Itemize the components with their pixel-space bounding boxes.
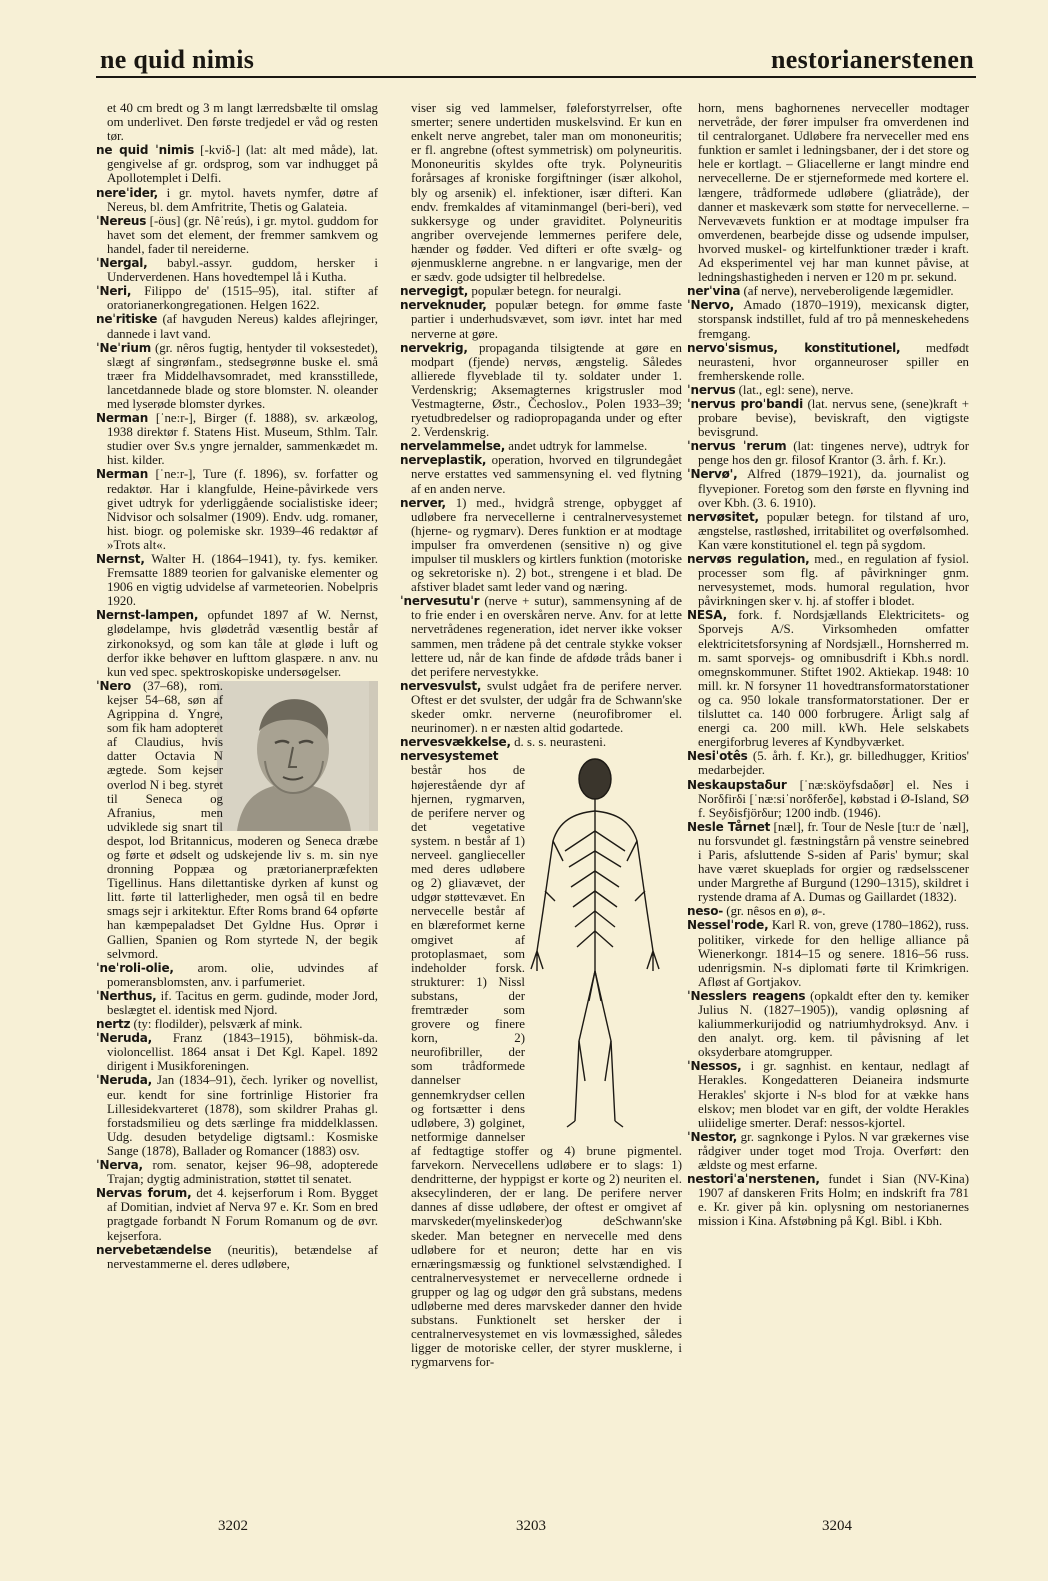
entry-text: (lat. nervus sene, (sene)kraft + probare bevise), beviskraft, den vigtigste bevisgrund. bbox=[698, 396, 969, 440]
entry-headword: nerveplastik, bbox=[400, 453, 487, 468]
dictionary-entry bbox=[400, 341, 682, 440]
dictionary-entry bbox=[96, 1073, 378, 1158]
entry-text: i gr. sagnhist. en kentaur, nedlagt af Herakles. Kongedatteren Deianeira indsmurte Herakles' skjorte i N-s blod for at vække hans elskov; men blodet var en gift, der voldte Herakles uliidelige smerter. Deraf: nessos-kjortel. bbox=[698, 1059, 969, 1130]
entry-text: populær betegn. for ømme faste partier i underhudsvævet, som iøvr. intet har med nerverne at gøre. bbox=[411, 298, 682, 341]
dictionary-entry bbox=[687, 1172, 969, 1228]
dictionary-entry bbox=[96, 143, 378, 185]
entry-text: rom. senator, kejser 96–98, adopterede Trajan; dygtig administration, støttet til senatet. bbox=[107, 1158, 378, 1187]
entry-text: if. Tacitus en germ. gudinde, moder Jord, beslægtet el. identisk med Njord. bbox=[107, 988, 378, 1017]
column-1 bbox=[96, 101, 378, 1496]
entry-text: fundet i Sian (NV-Kina) 1907 af danskeren Frits Holm; en indskrift fra 781 e. Kr. giver på kin. oplysning om nestorianernes mission i Kina. Afstøbning på Kgl. Bibl. i Kbh. bbox=[698, 1172, 969, 1229]
entry-text: Franz (1843–1915), böhmisk-da. violoncellist. 1864 ansat i Det Kgl. Kapel. 1892 dirigent i Musikforeningen. bbox=[107, 1031, 378, 1074]
entry-text: babyl.-assyr. guddom, hersker i Underverdenen. Hans hovedtempel lå i Kutha. bbox=[107, 256, 378, 285]
dictionary-entry bbox=[400, 679, 682, 735]
dictionary-entry bbox=[687, 510, 969, 552]
dictionary-entry bbox=[400, 284, 682, 298]
entry-text: (opkaldt efter den ty. kemiker Julius N. (1827–1905)), vandig opløsning af kaliummerkurijodid og natriumhydroksyd. Anv. i den analyt. org. kem. til påvisning af let oksyderbare atomgrupper. bbox=[698, 988, 969, 1060]
entry-headword: nervesystemet bbox=[400, 749, 499, 764]
entry-headword: Nerman bbox=[96, 467, 149, 482]
entry-headword: nervekrig, bbox=[400, 340, 468, 355]
dictionary-entry bbox=[96, 256, 378, 284]
page-number-middle: 3203 bbox=[516, 1518, 546, 1534]
entry-headword: ˈneˈroli-olie, bbox=[96, 960, 174, 975]
dictionary-entry bbox=[687, 101, 969, 284]
entry-text: Filippo de' (1515–95), ital. stifter af oratorianerkongregationen. Helgen 1622. bbox=[107, 284, 378, 313]
entry-text: i gr. mytol. havets nymfer, døtre af Nereus, bl. dem Amfritrite, Thetis og Galateia. bbox=[107, 185, 378, 214]
entry-headword: Nernst-lampen, bbox=[96, 608, 199, 623]
entry-text: (ty: flodilder), pelsværk af mink. bbox=[130, 1017, 303, 1032]
nervous-system-illustration bbox=[530, 751, 682, 1131]
entry-text: populær betegn. for tilstand af uro, ængstelse, rastløshed, irritabilitet og overfølsomhed. Kan være konstitutionel el. tegn på sygdom. bbox=[698, 509, 969, 552]
dictionary-entry bbox=[96, 961, 378, 989]
dictionary-entry bbox=[400, 101, 682, 284]
entry-text: (lat., egl: sene), nerve. bbox=[735, 382, 854, 397]
entry-text: [næl], fr. Tour de Nesle [tu:r de ˈnæl], nu forsvundet gl. fæstningstårn på venstre seinebred i Paris, afsluttende S-siden af Paris' bymur; skal have været skueplads for orgier og rædselsscener under Margrethe af Burgund (1290–1315), skildret i rystende drama af A. Dumas og Gaillardet (1832). bbox=[698, 819, 969, 905]
dictionary-entry bbox=[96, 341, 378, 411]
dictionary-entry bbox=[687, 467, 969, 509]
dictionary-entry bbox=[96, 186, 378, 214]
entry-headword: ˈNeruda, bbox=[96, 1031, 152, 1046]
dictionary-entry bbox=[96, 1017, 378, 1031]
entry-text: (neuritis), betændelse af nervestammerne el. deres udløbere, bbox=[107, 1242, 378, 1271]
entry-text: viser sig ved lammelser, føleforstyrrelser, ofte smerter; senere undertiden muskelsvind. Er kun en enkelt nerve angrebet, taler man om mononeuritis; er fl. angrebne (oftest symmetrisk) om polyneuritis. Mononeuritis skyldes ofte tryk. Polyneuritis forårsages af kroniske forgiftninger (især alkohol, bly og arsenik) el. infektioner, især difteri. Kan endv. fremkaldes af vitaminmangel (beri-beri), ved sukkersyge og under graviditet. Polyneuritis angriber overvejende lemmernes perifere dele, hænder og fødder. Ved difteri er ofte svælg- og øjenmusklerne angrebne. n er langvarige, men der er sædv. gode udsigter til helbredelse. bbox=[411, 101, 682, 285]
entry-headword: Nesselˈrode, bbox=[687, 918, 769, 933]
entry-headword: nervøs regulation, bbox=[687, 552, 810, 566]
header-rule bbox=[96, 76, 976, 78]
dictionary-entry bbox=[96, 1243, 378, 1271]
entry-text: [-kviδ-] (lat: alt med måde), lat. gengivelse af gr. ordsprog, som var indhugget på Apollotemplet i Delfi. bbox=[107, 143, 378, 186]
entry-text: består hos de højerestående dyr af hjernen, rygmarven, de perifere nerver og det vegetative system. n består af 1) nerveel. ganglieceller med deres udløbere og 2) gliavævet, der udgør støttevævet. En nervecelle består af en blæreformet kerne omgivet af protoplasmaet, som indeholder forsk. strukturer: 1) Nissl substans, der fremtræder som grovere og finere korn, 2) neurofibriller, der som trådformede dannelser gennemkrydser cellen og fortsætter i dens udløbere, 3) golginet, netformige dannelser af fedtagtige stoffer og 4) brune pigmentel. farvekorn. Nervecellens udløbere er to slags: 1) dendritterne, der hyppigst er korte og 2) neuriten el. aksecylinderen, der er lang. De perifere nerver dannes af disse udløbere, der oftest er omgivet af marvskeder(myelinskeder)og deSchwann'ske skeder. Man betegner en nervecelle med dens udløbere for et neuron; dette har en vis ernæringsmæssig og funktionel selvstændighed. I centralnervesystemet er nervecellerne ordnede i grupper og lag og udgør den grå substans, medens udløberne med deres marvskeder danner den hvide substans. Funktionelt set hersker der i centralnervesystemet en vis lovmæssighed, således ligger de motoriske celler, der styrer musklerne, i rygmarvens for- bbox=[411, 763, 682, 1370]
entry-headword: Nesiˈotês bbox=[687, 749, 748, 764]
entry-headword: ˈNergal, bbox=[96, 256, 148, 271]
entry-text: populær betegn. for neuralgi. bbox=[468, 284, 622, 299]
entry-text: (gr. nêsos en ø), ø-. bbox=[723, 904, 826, 919]
dictionary-entry bbox=[687, 284, 969, 298]
dictionary-entry bbox=[96, 101, 378, 143]
entry-headword: neˈritiske bbox=[96, 312, 158, 327]
dictionary-entry bbox=[96, 608, 378, 678]
page-number-left: 3202 bbox=[218, 1518, 248, 1534]
entry-text: horn, mens baghornenes nerveceller modtager nervetråde, der fører impulser fra omverdenen ind til centralorganet. Udløbere fra nerveceller med ens funktion er samlet i ledningsbaner, der i det store og hele er kortlagt. – Gliacellerne er langt mindre end nervecellerne. De er stjerneformede med kortere el. længere, trådformede udløbere (gliatråde), der danner et maskeværk som støtte for nervecellerne. – Nervevævets funktion er at modtage impulser fra omverdenen, bearbejde disse og udsende impulser, hvorved muskel- og kirtelfunktioner træder i kraft. Ad eksperimentel vej har man kunnet påvise, at ledningshastigheden i nerven er 120 m pr. sekund. bbox=[698, 101, 969, 285]
entry-headword: Nernst, bbox=[96, 552, 145, 566]
entry-headword: nervoˈsismus, konstitutionel, bbox=[687, 340, 901, 355]
entry-text: opfundet 1897 af W. Nernst, glødelampe, hvis glødetråd væsentlig består af zirkonoksyd, og som kan tåle at gløde i luft og derfor ikke behøver en lufttom glaspære. n anv. nu kun ved spec. spektroskopiske undersøgelser. bbox=[107, 608, 378, 679]
entry-text: (nerve + sutur), sammensyning af de to frie ender i en overskåren nerve. Anv. for at lette nervetrådenes regeneration, idet nerver ikke vokser sammen, men trådene på det centrale stykke vokser lettere ud, når de kan finde de afdøde tråds baner i det perifere nervestykke. bbox=[411, 594, 682, 679]
dictionary-entry bbox=[687, 439, 969, 467]
dictionary-entry bbox=[687, 552, 969, 608]
dictionary-entry bbox=[687, 904, 969, 918]
entry-text: fork. f. Nordsjællands Elektricitets- og Sporvejs A/S. Virksomheden omfatter elektricitetsforsyning af Nordsjæll., Hornsherred m. m. samt sporvejs- og omnibusdrift i Kbh.s nordl. omegnskommuner. Stiftet 1902. Aktiekap. 1948: 10 mill. kr. N forsyner 11 hovedtransformatorstationer og ca. 950 lokale transformatorstationer. Der er tilsluttet ca. 140 000 forbrugere. Årligt salg af energi ca. 200 mill. kWh. Hele selskabets energiforbrug leveres af Kyndbyværket. bbox=[698, 608, 969, 750]
entry-headword: nervesvækkelse, bbox=[400, 735, 511, 750]
entry-headword: ˈNessos, bbox=[687, 1059, 742, 1074]
dictionary-entry bbox=[96, 552, 378, 608]
entry-headword: NESA, bbox=[687, 608, 727, 623]
dictionary-entry bbox=[687, 918, 969, 988]
dictionary-entry bbox=[400, 453, 682, 495]
entry-headword: nervesvulst, bbox=[400, 678, 482, 693]
dictionary-entry bbox=[96, 1186, 378, 1242]
entry-headword: ˈNeˈrium bbox=[96, 340, 152, 355]
entry-text: Jan (1834–91), čech. lyriker og novellist, eur. kendt for sine fortrinlige Historier fra Lillesidekvarteret (1878), som skildrer Prahas gl. forstadsmilieu og dets særlinge fra middelklassen. Udg. desuden betydelige digtsaml.: Kosmiske Sange (1878), Ballader og Romancer (1883) osv. bbox=[107, 1073, 378, 1158]
entry-headword: ˈNervø', bbox=[687, 467, 738, 482]
entry-text: det 4. kejserforum i Rom. Bygget af Domitian, indviet af Nerva 97 e. Kr. Som en bred pragtgade forbandt N Forum Romanum og de øvr. kejserfora. bbox=[107, 1186, 378, 1243]
entry-text: [ˈne:r-], Birger (f. 1888), sv. arkæolog, 1938 direktør f. Statens Hist. Museum, Sthlm. Talr. studier over Sv.s yngre jernalder, sammenkædet m. hist. kilder. bbox=[107, 411, 378, 468]
entry-text: (af nerve), nerveberoligende lægemidler. bbox=[740, 284, 954, 299]
entry-headword: nervebetændelse bbox=[96, 1242, 212, 1257]
dictionary-entry bbox=[96, 679, 378, 961]
dictionary-entry bbox=[687, 749, 969, 777]
entry-text: (lat: tingenes nerve), udtryk for penge hos den gr. filosof Krantor (3. årh. f. Kr.). bbox=[698, 439, 969, 468]
entry-text: Alfred (1879–1921), da. journalist og flyvepioner. Foretog som den første en flyvning ind over Kbh. (3. 6. 1910). bbox=[698, 467, 969, 510]
entry-headword: Nesle Tårnet bbox=[687, 819, 771, 834]
dictionary-entry bbox=[400, 594, 682, 679]
entry-text: medfødt neurasteni, hvor organneuroser spiller en fremherskende rolle. bbox=[698, 340, 969, 383]
entry-text: et 40 cm bredt og 3 m langt lærredsbælte til omslag om underlivet. Den første tredjedel er våd og resten tør. bbox=[107, 101, 378, 144]
entry-headword: ˈNereus bbox=[96, 213, 147, 228]
entry-text: andet udtryk for lammelse. bbox=[505, 439, 648, 454]
entry-text: (5. årh. f. Kr.), gr. billedhugger, Kritios' medarbejder. bbox=[698, 749, 969, 778]
dictionary-entry bbox=[400, 298, 682, 340]
entry-headword: nervøsitet, bbox=[687, 509, 759, 524]
entry-headword: nerˈvina bbox=[687, 284, 741, 299]
entry-text: 1) med., hvidgrå strenge, opbygget af udløbere fra nervecellerne i centralnervesystemet (hjerne- og rygmarv). Deres funktion er at modtage impulser fra omverdenen (sensitive n) og give impulser til musklers og kirtlers funktion (motoriske og sekretoriske n). 2) bot., strengene i et blad. De afstiver bladet samt leder vand og næring. bbox=[411, 495, 682, 595]
entry-text: med., en regulation af fysiol. processer som flg. af påvirkninger gnm. nervesystemet, mods. humoral regulation, hvor påvirkningen sker v. hj. af stoffer i blodet. bbox=[698, 552, 969, 609]
entry-text: (37–68), rom. kejser 54–68, søn af Agrippina d. Yngre, som fik ham adopteret af Claudius, hvis datter Octavia N ægtede. Som kejser overlod N i beg. styret til Seneca og Afranius, men udviklede sig snart til despot, lod Britannicus, moderen og Seneca dræbe og førte et ødselt og udskejende liv s. m. sin nye dronning Poppæa og prætorianerpræfekten Tigellinus. Hans dilettantiske dyrken af kunst og litt. førte til latterligheder, men også til en bedre smags sejr i arkitektur. Efter Roms brand 64 opførte han kæmpepaladset Det Gyldne Hus. Oprør i Gallien, Spanien og Rom styrtede N, der begik selvmord. bbox=[107, 678, 378, 961]
entry-headword: Neskaupstaδur bbox=[687, 777, 787, 792]
entry-headword: ˈNesslers reagens bbox=[687, 988, 806, 1003]
entry-headword: ˈNerthus, bbox=[96, 988, 157, 1003]
entry-text: gr. sagnkonge i Pylos. N var grækernes vise rådgiver under toget mod Troja. Overført: den ældste og mest erfarne. bbox=[698, 1129, 969, 1173]
entry-text: Walter H. (1864–1941), ty. fys. kemiker. Fremsatte 1889 teorien for galvaniske elementer og 1906 en vigtig udvidelse af varmeteorien. Nobelpris 1920. bbox=[107, 552, 378, 609]
dictionary-entry bbox=[687, 298, 969, 340]
dictionary-entry bbox=[687, 608, 969, 749]
column-3 bbox=[687, 101, 969, 1496]
entry-headword: ˈNervo, bbox=[687, 298, 734, 313]
dictionary-entry bbox=[96, 214, 378, 256]
running-head-right: nestorianerstenen bbox=[771, 45, 974, 74]
entry-headword: ˈNeri, bbox=[96, 284, 132, 299]
entry-headword: neso- bbox=[687, 904, 724, 919]
dictionary-entry bbox=[687, 383, 969, 397]
entry-headword: nertz bbox=[96, 1017, 131, 1032]
entry-headword: nereˈider, bbox=[96, 185, 158, 200]
dictionary-entry bbox=[96, 1158, 378, 1186]
page-number-right: 3204 bbox=[822, 1518, 852, 1534]
entry-headword: Nerman bbox=[96, 411, 149, 426]
entry-text: [ˈnæ:sköyfsdaδør] el. Nes i Norδfirδi [ˈnæ:siˈnorδferδe], købstad i Ø-Island, SØ f. Seyδisfjörδur; 1200 indb. (1946). bbox=[698, 777, 969, 820]
entry-headword: ˈnervus proˈbandi bbox=[687, 396, 804, 411]
dictionary-entry bbox=[96, 1031, 378, 1073]
nero-bust-image bbox=[228, 681, 378, 831]
dictionary-entry bbox=[400, 735, 682, 749]
entry-text: (gr. nêros fugtig, hentyder til voksestedet), slægt af singrønfam., stedsegrønne buske el. små træer fra Middelhavsomradet, med kransstillede, lancetdannede blade og store blomster. N. oleander med lyserøde blomster dyrkes. bbox=[107, 340, 378, 411]
entry-headword: Nervas forum, bbox=[96, 1186, 192, 1201]
entry-headword: ˈnervus ˈrerum bbox=[687, 439, 787, 454]
dictionary-entry bbox=[400, 749, 682, 1369]
dictionary-entry bbox=[687, 989, 969, 1059]
entry-headword: ˈNero bbox=[96, 678, 132, 693]
entry-headword: ˈnervus bbox=[687, 382, 736, 397]
dictionary-entry bbox=[687, 397, 969, 439]
dictionary-entry bbox=[687, 341, 969, 383]
entry-headword: nervegigt, bbox=[400, 284, 469, 299]
entry-headword: ˈNerva, bbox=[96, 1158, 143, 1173]
dictionary-entry bbox=[96, 284, 378, 312]
entry-text: [ˈne:r-], Ture (f. 1896), sv. forfatter og redaktør. Har i klangfulde, Heine-påvirkede vers givet udtryk for yderliggående socialistiske ideer; Nidvisor och solsalmer (1909). Endv. udg. romaner, hist. biogr. og polemiske skr. 1939–46 redaktør af »Trots alt«. bbox=[107, 467, 378, 552]
entry-headword: nestoriˈaˈnerstenen, bbox=[687, 1172, 820, 1187]
entry-text: arom. olie, udvindes af pomeransblomsten, anv. i parfumeriet. bbox=[107, 960, 378, 989]
dictionary-entry bbox=[687, 820, 969, 905]
entry-headword: ˈNestor, bbox=[687, 1129, 738, 1144]
entry-headword: nerver, bbox=[400, 495, 446, 510]
dictionary-entry bbox=[687, 1059, 969, 1129]
entry-text: svulst udgået fra de perifere nerver. Oftest er det svulster, der udgår fra de Schwann'ske skeder omkr. nerverne (neurofibromer el. neurinomer). n er næsten altid godartede. bbox=[411, 678, 682, 736]
entry-text: operation, hvorved en tilgrundegået nerve erstattes ved sammensyning el. ved flytning af en anden nerve. bbox=[411, 453, 682, 496]
dictionary-entry bbox=[400, 496, 682, 595]
entry-text: Karl R. von, greve (1780–1862), russ. politiker, virkede for den hellige alliance på Wienerkongr. 1814–15 og senere. 1816–56 russ. udenrigsmin. N-s diplomati førte til Krimkrigen. Afløst af Gortjakov. bbox=[698, 918, 969, 989]
entry-text: Amado (1870–1919), mexicansk digter, storspansk indstillet, fuld af tro på menneskehedens fremgang. bbox=[698, 298, 969, 341]
dictionary-entry bbox=[96, 467, 378, 552]
dictionary-entry bbox=[96, 989, 378, 1017]
dictionary-entry bbox=[96, 312, 378, 340]
entry-headword: ˈNeruda, bbox=[96, 1073, 152, 1088]
column-2 bbox=[400, 101, 682, 1496]
entry-text: propaganda tilsigtende at gøre en modpart (fjende) nervøs, ængstelig. Således allierede flyveblade til ty. soldater under 1. Verdenskrig; Aksemagternes krigstrusler mod Vestmagterne, Østr., Čechoslov., Polen 1933–39; ryetudbredelser og radiopropaganda under og efter 2. Verdenskrig. bbox=[411, 340, 682, 440]
dictionary-entry bbox=[400, 439, 682, 453]
entry-text: [-öus] (gr. Nêˈreús), i gr. mytol. guddom for havet som det element, der fremmer samkvem og handel, fader til nereiderne. bbox=[107, 213, 378, 256]
dictionary-entry bbox=[687, 1130, 969, 1172]
entry-text: d. s. s. neurasteni. bbox=[510, 735, 607, 750]
entry-headword: ˈnervesutuˈr bbox=[400, 594, 480, 609]
entry-text: (af havguden Nereus) kaldes aflejringer, dannede i lavt vand. bbox=[107, 312, 378, 341]
running-head-left: ne quid nimis bbox=[100, 45, 255, 74]
dictionary-entry bbox=[96, 411, 378, 467]
entry-headword: ne quid ˈnimis bbox=[96, 143, 195, 158]
entry-headword: nerveknuder, bbox=[400, 298, 487, 313]
dictionary-entry bbox=[687, 778, 969, 820]
entry-headword: nervelammelse, bbox=[400, 439, 506, 454]
